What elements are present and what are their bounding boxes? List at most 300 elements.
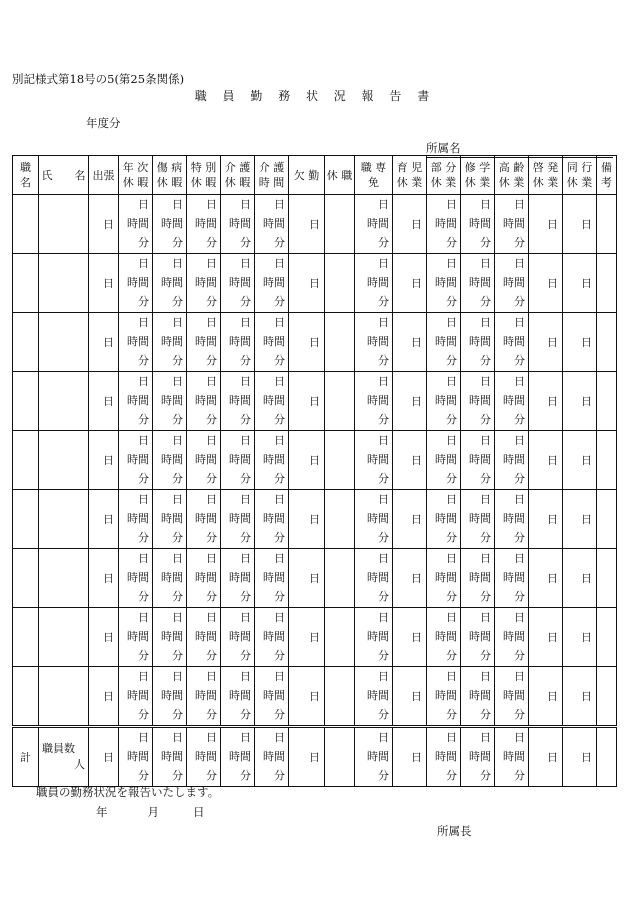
unit-hours: 時間 (127, 394, 149, 407)
total-value-cell[interactable] (187, 727, 221, 787)
value-cell[interactable] (153, 195, 187, 254)
value-cell[interactable] (355, 431, 393, 490)
value-cell[interactable] (393, 254, 427, 313)
empty-cell[interactable] (325, 254, 355, 313)
unit-day: 日 (514, 198, 525, 211)
header-remarks: 備 考 (597, 156, 617, 195)
unit-minutes: 分 (514, 769, 525, 782)
unit-minutes: 分 (480, 590, 491, 603)
value-cell[interactable] (529, 549, 563, 608)
unit-hours: 時間 (195, 217, 217, 230)
unit-hours: 時間 (263, 453, 285, 466)
value-cell[interactable] (255, 667, 289, 727)
empty-cell[interactable] (325, 727, 355, 787)
value-cell[interactable] (119, 254, 153, 313)
unit-day: 日 (309, 276, 320, 290)
unit-day: 日 (446, 611, 457, 624)
value-cell[interactable] (461, 313, 495, 372)
unit-day: 日 (240, 731, 251, 744)
value-cell[interactable] (153, 490, 187, 549)
value-cell[interactable] (221, 549, 255, 608)
value-cell[interactable] (119, 372, 153, 431)
empty-cell[interactable] (325, 431, 355, 490)
value-cell[interactable] (495, 667, 529, 727)
value-cell[interactable] (563, 431, 597, 490)
unit-day: 日 (480, 731, 491, 744)
empty-cell[interactable] (39, 313, 89, 372)
empty-cell[interactable] (39, 195, 89, 254)
total-value-cell[interactable] (563, 727, 597, 787)
empty-cell[interactable] (325, 667, 355, 727)
value-cell[interactable] (221, 431, 255, 490)
header-childcare-leave: 育 児 休 業 (393, 156, 427, 195)
unit-day: 日 (446, 670, 457, 683)
value-cell[interactable] (221, 490, 255, 549)
unit-day: 日 (172, 257, 183, 270)
value-cell[interactable] (89, 431, 119, 490)
empty-cell[interactable] (597, 490, 617, 549)
value-cell[interactable] (427, 490, 461, 549)
value-cell[interactable] (289, 313, 325, 372)
total-value-cell[interactable] (221, 727, 255, 787)
unit-minutes: 分 (172, 590, 183, 603)
empty-cell[interactable] (39, 549, 89, 608)
value-cell[interactable] (529, 195, 563, 254)
unit-day: 日 (378, 670, 389, 683)
total-value-cell[interactable] (461, 727, 495, 787)
value-cell[interactable] (153, 608, 187, 667)
unit-hours: 時間 (161, 750, 183, 763)
unit-day: 日 (514, 731, 525, 744)
value-cell[interactable] (529, 372, 563, 431)
value-cell[interactable] (529, 313, 563, 372)
empty-cell[interactable] (325, 195, 355, 254)
empty-cell[interactable] (39, 372, 89, 431)
value-cell[interactable] (393, 313, 427, 372)
empty-cell[interactable] (39, 608, 89, 667)
unit-hours: 時間 (195, 750, 217, 763)
value-cell[interactable] (563, 313, 597, 372)
value-cell[interactable] (427, 549, 461, 608)
value-cell[interactable] (355, 490, 393, 549)
value-cell[interactable] (461, 372, 495, 431)
value-cell[interactable] (427, 372, 461, 431)
value-cell[interactable] (355, 372, 393, 431)
unit-hours: 時間 (503, 750, 525, 763)
value-cell[interactable] (187, 549, 221, 608)
empty-cell[interactable] (597, 195, 617, 254)
value-cell[interactable] (153, 549, 187, 608)
value-cell[interactable] (461, 549, 495, 608)
unit-minutes: 分 (274, 354, 285, 367)
value-cell[interactable] (187, 254, 221, 313)
unit-day: 日 (138, 257, 149, 270)
unit-day: 日 (480, 434, 491, 447)
value-cell[interactable] (529, 254, 563, 313)
unit-minutes: 分 (274, 708, 285, 721)
empty-cell[interactable] (39, 431, 89, 490)
empty-cell[interactable] (325, 549, 355, 608)
value-cell[interactable] (255, 195, 289, 254)
value-cell[interactable] (187, 372, 221, 431)
value-cell[interactable] (221, 372, 255, 431)
value-cell[interactable] (393, 490, 427, 549)
total-value-cell[interactable] (355, 727, 393, 787)
unit-hours: 時間 (263, 276, 285, 289)
value-cell[interactable] (461, 490, 495, 549)
value-cell[interactable] (461, 608, 495, 667)
value-cell[interactable] (289, 254, 325, 313)
unit-day: 日 (274, 198, 285, 211)
unit-minutes: 分 (240, 590, 251, 603)
unit-hours: 時間 (127, 276, 149, 289)
value-cell[interactable] (355, 254, 393, 313)
total-value-cell[interactable] (255, 727, 289, 787)
value-cell[interactable] (289, 490, 325, 549)
unit-day: 日 (274, 670, 285, 683)
unit-day: 日 (446, 493, 457, 506)
unit-minutes: 分 (172, 236, 183, 249)
empty-cell[interactable] (39, 490, 89, 549)
value-cell[interactable] (187, 195, 221, 254)
value-cell[interactable] (355, 549, 393, 608)
value-cell[interactable] (461, 254, 495, 313)
unit-hours: 時間 (435, 512, 457, 525)
value-cell[interactable] (529, 431, 563, 490)
empty-cell[interactable] (39, 254, 89, 313)
value-cell[interactable] (393, 372, 427, 431)
empty-cell[interactable] (325, 490, 355, 549)
unit-day: 日 (480, 375, 491, 388)
unit-hours: 時間 (503, 571, 525, 584)
staff-count-cell[interactable] (39, 727, 89, 787)
unit-hours: 時間 (435, 335, 457, 348)
value-cell[interactable] (427, 667, 461, 727)
empty-cell[interactable] (597, 667, 617, 727)
empty-cell[interactable] (13, 490, 39, 549)
unit-day: 日 (446, 316, 457, 329)
unit-day: 日 (547, 750, 558, 764)
unit-hours: 時間 (229, 750, 251, 763)
value-cell[interactable] (393, 608, 427, 667)
unit-day: 日 (103, 750, 114, 764)
value-cell[interactable] (393, 195, 427, 254)
unit-day: 日 (309, 689, 320, 703)
unit-day: 日 (378, 434, 389, 447)
value-cell[interactable] (153, 372, 187, 431)
total-value-cell[interactable] (119, 727, 153, 787)
unit-day: 日 (274, 316, 285, 329)
value-cell[interactable] (461, 667, 495, 727)
unit-day: 日 (240, 316, 251, 329)
value-cell[interactable] (427, 313, 461, 372)
empty-cell[interactable] (13, 431, 39, 490)
total-value-cell[interactable] (289, 727, 325, 787)
value-cell[interactable] (153, 667, 187, 727)
value-cell[interactable] (187, 313, 221, 372)
value-cell[interactable] (89, 667, 119, 727)
unit-minutes: 分 (206, 413, 217, 426)
unit-minutes: 分 (480, 354, 491, 367)
value-cell[interactable] (255, 254, 289, 313)
value-cell[interactable] (355, 608, 393, 667)
unit-hours: 時間 (503, 276, 525, 289)
empty-cell[interactable] (597, 431, 617, 490)
unit-minutes: 分 (378, 708, 389, 721)
value-cell[interactable] (289, 431, 325, 490)
unit-hours: 時間 (161, 394, 183, 407)
value-cell[interactable] (393, 431, 427, 490)
department-head-label: 所属長 (437, 824, 472, 838)
unit-hours: 時間 (435, 276, 457, 289)
unit-hours: 時間 (263, 512, 285, 525)
value-cell[interactable] (119, 549, 153, 608)
unit-day: 日 (480, 493, 491, 506)
unit-minutes: 分 (514, 236, 525, 249)
unit-day: 日 (446, 731, 457, 744)
unit-day: 日 (514, 316, 525, 329)
value-cell[interactable] (529, 608, 563, 667)
value-cell[interactable] (563, 490, 597, 549)
value-cell[interactable] (119, 313, 153, 372)
value-cell[interactable] (255, 549, 289, 608)
value-cell[interactable] (393, 667, 427, 727)
empty-cell[interactable] (597, 254, 617, 313)
value-cell[interactable] (529, 490, 563, 549)
empty-cell[interactable] (325, 608, 355, 667)
unit-day: 日 (514, 257, 525, 270)
unit-day: 日 (240, 375, 251, 388)
unit-hours: 時間 (229, 335, 251, 348)
unit-day: 日 (309, 750, 320, 764)
unit-minutes: 分 (274, 413, 285, 426)
unit-minutes: 分 (240, 472, 251, 485)
header-absence: 欠 勤 (289, 156, 325, 195)
value-cell[interactable] (495, 608, 529, 667)
value-cell[interactable] (221, 195, 255, 254)
empty-cell[interactable] (597, 608, 617, 667)
value-cell[interactable] (495, 549, 529, 608)
unit-minutes: 分 (378, 354, 389, 367)
unit-day: 日 (274, 731, 285, 744)
total-value-cell[interactable] (529, 727, 563, 787)
value-cell[interactable] (119, 431, 153, 490)
unit-minutes: 分 (480, 472, 491, 485)
value-cell[interactable] (221, 608, 255, 667)
value-cell[interactable] (119, 667, 153, 727)
unit-day: 日 (581, 571, 592, 585)
unit-day: 日 (206, 316, 217, 329)
unit-day: 日 (309, 335, 320, 349)
header-name: 氏 名 (39, 156, 89, 195)
unit-day: 日 (103, 512, 114, 526)
unit-minutes: 分 (172, 354, 183, 367)
empty-cell[interactable] (13, 372, 39, 431)
empty-cell[interactable] (13, 254, 39, 313)
value-cell[interactable] (89, 549, 119, 608)
unit-minutes: 分 (138, 472, 149, 485)
empty-cell[interactable] (597, 372, 617, 431)
total-value-cell[interactable] (393, 727, 427, 787)
unit-day: 日 (480, 257, 491, 270)
value-cell[interactable] (119, 608, 153, 667)
unit-minutes: 分 (378, 413, 389, 426)
unit-minutes: 分 (206, 472, 217, 485)
value-cell[interactable] (119, 195, 153, 254)
value-cell[interactable] (563, 195, 597, 254)
value-cell[interactable] (89, 490, 119, 549)
unit-day: 日 (514, 670, 525, 683)
value-cell[interactable] (461, 431, 495, 490)
empty-cell[interactable] (597, 549, 617, 608)
value-cell[interactable] (495, 372, 529, 431)
unit-hours: 時間 (229, 394, 251, 407)
value-cell[interactable] (495, 195, 529, 254)
total-value-cell[interactable] (89, 727, 119, 787)
total-value-cell[interactable] (427, 727, 461, 787)
value-cell[interactable] (153, 254, 187, 313)
unit-hours: 時間 (195, 512, 217, 525)
value-cell[interactable] (563, 254, 597, 313)
value-cell[interactable] (153, 313, 187, 372)
unit-day: 日 (547, 335, 558, 349)
table-row (13, 667, 617, 727)
unit-day: 日 (103, 335, 114, 349)
unit-hours: 時間 (195, 571, 217, 584)
value-cell[interactable] (289, 195, 325, 254)
value-cell[interactable] (563, 667, 597, 727)
value-cell[interactable] (255, 313, 289, 372)
unit-minutes: 分 (206, 708, 217, 721)
unit-day: 日 (581, 689, 592, 703)
value-cell[interactable] (563, 549, 597, 608)
value-cell[interactable] (187, 431, 221, 490)
header-suspension: 休 職 (325, 156, 355, 195)
unit-hours: 時間 (435, 394, 457, 407)
unit-hours: 時間 (195, 394, 217, 407)
value-cell[interactable] (187, 490, 221, 549)
value-cell[interactable] (495, 431, 529, 490)
unit-day: 日 (103, 453, 114, 467)
value-cell[interactable] (495, 313, 529, 372)
unit-hours: 時間 (367, 217, 389, 230)
empty-cell[interactable] (597, 313, 617, 372)
value-cell[interactable] (89, 195, 119, 254)
empty-cell[interactable] (13, 195, 39, 254)
value-cell[interactable] (89, 608, 119, 667)
empty-cell[interactable] (325, 313, 355, 372)
unit-day: 日 (274, 493, 285, 506)
empty-cell[interactable] (39, 667, 89, 727)
unit-hours: 時間 (435, 571, 457, 584)
value-cell[interactable] (187, 608, 221, 667)
unit-minutes: 分 (240, 413, 251, 426)
value-cell[interactable] (427, 195, 461, 254)
unit-day: 日 (103, 276, 114, 290)
value-cell[interactable] (153, 431, 187, 490)
value-cell[interactable] (355, 313, 393, 372)
empty-cell[interactable] (13, 608, 39, 667)
unit-minutes: 分 (138, 413, 149, 426)
unit-day: 日 (206, 552, 217, 565)
unit-day: 日 (172, 731, 183, 744)
unit-minutes: 分 (446, 413, 457, 426)
value-cell[interactable] (255, 490, 289, 549)
value-cell[interactable] (427, 254, 461, 313)
unit-day: 日 (446, 198, 457, 211)
value-cell[interactable] (529, 667, 563, 727)
value-cell[interactable] (221, 667, 255, 727)
unit-hours: 時間 (367, 276, 389, 289)
value-cell[interactable] (89, 254, 119, 313)
value-cell[interactable] (393, 549, 427, 608)
value-cell[interactable] (289, 608, 325, 667)
unit-hours: 時間 (503, 394, 525, 407)
header-partial-leave: 部 分 休 業 (427, 156, 461, 195)
value-cell[interactable] (255, 431, 289, 490)
total-value-cell[interactable] (495, 727, 529, 787)
unit-day: 日 (514, 375, 525, 388)
value-cell[interactable] (221, 313, 255, 372)
value-cell[interactable] (355, 195, 393, 254)
value-cell[interactable] (495, 254, 529, 313)
value-cell[interactable] (355, 667, 393, 727)
unit-hours: 時間 (161, 217, 183, 230)
value-cell[interactable] (119, 490, 153, 549)
value-cell[interactable] (563, 372, 597, 431)
value-cell[interactable] (255, 608, 289, 667)
value-cell[interactable] (289, 372, 325, 431)
value-cell[interactable] (255, 372, 289, 431)
value-cell[interactable] (461, 195, 495, 254)
value-cell[interactable] (221, 254, 255, 313)
value-cell[interactable] (563, 608, 597, 667)
unit-minutes: 分 (274, 236, 285, 249)
total-value-cell[interactable] (153, 727, 187, 787)
unit-minutes: 分 (240, 769, 251, 782)
unit-minutes: 分 (240, 236, 251, 249)
value-cell[interactable] (289, 549, 325, 608)
unit-minutes: 分 (172, 769, 183, 782)
empty-cell[interactable] (325, 372, 355, 431)
unit-hours: 時間 (435, 689, 457, 702)
unit-hours: 時間 (229, 276, 251, 289)
unit-minutes: 分 (446, 354, 457, 367)
empty-cell[interactable] (13, 549, 39, 608)
table-row (13, 549, 617, 608)
unit-minutes: 分 (274, 649, 285, 662)
value-cell[interactable] (427, 608, 461, 667)
form-label: 別記様式第18号の5(第25条関係) (12, 72, 185, 86)
header-sick-leave: 傷 病 休 暇 (153, 156, 187, 195)
header-senior-leave: 高 齢 休 業 (495, 156, 529, 195)
value-cell[interactable] (495, 490, 529, 549)
empty-cell[interactable] (597, 727, 617, 787)
unit-minutes: 分 (274, 295, 285, 308)
unit-minutes: 分 (480, 649, 491, 662)
value-cell[interactable] (89, 313, 119, 372)
value-cell[interactable] (89, 372, 119, 431)
unit-day: 日 (309, 217, 320, 231)
unit-day: 日 (480, 552, 491, 565)
empty-cell[interactable] (13, 667, 39, 727)
empty-cell[interactable] (13, 313, 39, 372)
unit-day: 日 (446, 552, 457, 565)
value-cell[interactable] (289, 667, 325, 727)
value-cell[interactable] (427, 431, 461, 490)
unit-hours: 時間 (503, 630, 525, 643)
value-cell[interactable] (187, 667, 221, 727)
